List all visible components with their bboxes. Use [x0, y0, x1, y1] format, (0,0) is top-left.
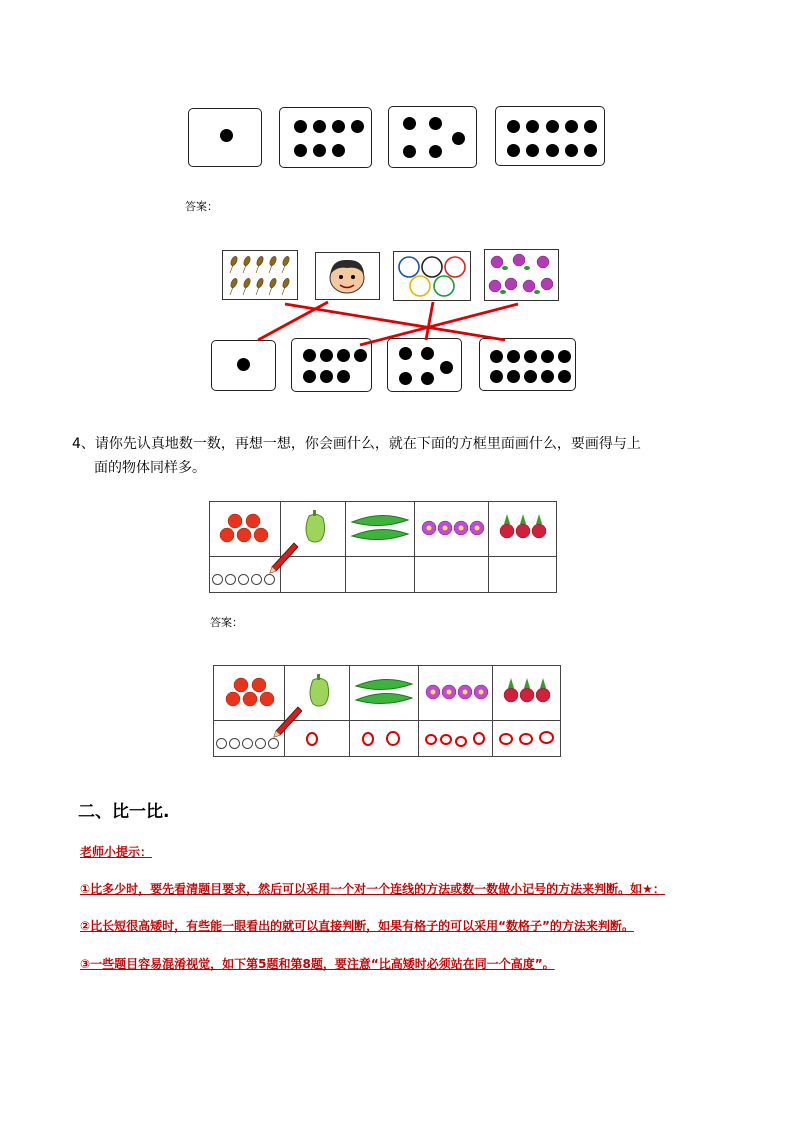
tip-1: ①比多少时，要先看清题目要求，然后可以采用一个对一个连线的方法或数一数做小记号的方法来判断。如★： — [80, 882, 665, 896]
tip-3: ③一些题目容易混淆视觉，如下第5题和第8题，要注意“比高矮时必须站在同一个高度”。 — [80, 957, 555, 971]
cucumber-icon — [346, 502, 414, 552]
question-4-line-2: 面的物体同样多。 — [94, 460, 206, 476]
radish-icon-answer — [493, 666, 560, 716]
answer-label: 答案： — [185, 200, 218, 213]
answer-ring — [386, 731, 400, 746]
tip-2: ②比长短很高矮时，有些能一眼看出的就可以直接判断，如果有格子的可以采用“数格子”的方法来判断。 — [80, 919, 634, 933]
section-title: 二、比一比. — [78, 802, 170, 822]
question-table — [209, 501, 557, 593]
answer-ring — [455, 736, 467, 747]
answer-label-2: 答案： — [210, 616, 243, 629]
answer-ring — [519, 733, 533, 745]
question-4-line-1: 4、请你先认真地数一数，再想一想，你会画什么，就在下面的方框里面画什么，要画得与上 — [72, 436, 641, 452]
flower-icon — [415, 502, 488, 552]
cucumber-icon-answer — [350, 666, 418, 716]
answer-ring — [499, 733, 513, 745]
answer-ring — [425, 734, 437, 745]
answer-ring — [473, 732, 485, 745]
answer-ring — [306, 732, 318, 746]
answer-ring — [539, 731, 554, 744]
match-line-rings — [426, 302, 433, 340]
match-line-boy — [258, 302, 328, 340]
tips-header: 老师小提示： — [80, 845, 153, 859]
answer-ring — [362, 732, 374, 746]
radish-icon — [489, 502, 556, 552]
flower-icon-answer — [419, 666, 492, 716]
answer-table — [213, 665, 561, 757]
answer-match-lines — [0, 0, 794, 420]
answer-ring — [440, 734, 452, 745]
